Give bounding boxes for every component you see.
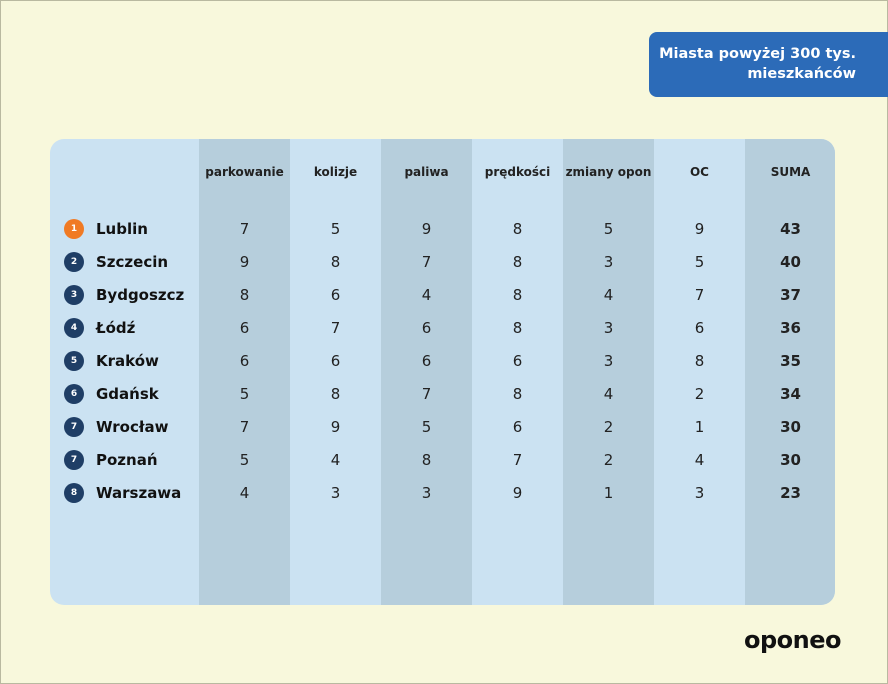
- score-cell: 6: [330, 352, 341, 370]
- score-cell: 8: [239, 286, 250, 304]
- rank-badge: 6: [64, 384, 84, 404]
- table-row: [50, 279, 835, 312]
- score-cell: 9: [421, 220, 432, 238]
- score-cell: 6: [512, 352, 523, 370]
- city-name: Lublin: [96, 220, 148, 238]
- score-cell: 2: [694, 385, 705, 403]
- rank-badge: 3: [64, 285, 84, 305]
- score-cell: 3: [603, 319, 614, 337]
- table-row: [50, 246, 835, 279]
- score-cell: 8: [512, 253, 523, 271]
- score-cell: 8: [512, 220, 523, 238]
- city-name: Gdańsk: [96, 385, 159, 403]
- city-name: Bydgoszcz: [96, 286, 185, 304]
- sum-cell: 37: [780, 286, 801, 304]
- score-cell: 8: [330, 385, 341, 403]
- chart-title: Miasta powyżej 300 tys. mieszkańców: [649, 32, 888, 97]
- score-cell: 3: [694, 484, 705, 502]
- score-cell: 5: [239, 385, 250, 403]
- column-header: paliwa: [404, 165, 449, 179]
- score-cell: 9: [512, 484, 523, 502]
- city-name: Szczecin: [96, 253, 169, 271]
- column-header: prędkości: [484, 165, 551, 179]
- table-row: [50, 378, 835, 411]
- score-cell: 8: [512, 385, 523, 403]
- score-cell: 4: [421, 286, 432, 304]
- city-name: Kraków: [96, 352, 159, 370]
- score-cell: 8: [512, 319, 523, 337]
- score-cell: 9: [694, 220, 705, 238]
- column-header: kolizje: [313, 165, 358, 179]
- score-cell: 5: [603, 220, 614, 238]
- score-cell: 7: [694, 286, 705, 304]
- city-name: Łódź: [96, 319, 136, 337]
- score-cell: 1: [694, 418, 705, 436]
- table-row: [50, 213, 835, 246]
- score-cell: 6: [239, 352, 250, 370]
- score-cell: 9: [330, 418, 341, 436]
- score-cell: 4: [694, 451, 705, 469]
- rank-badge: 1: [64, 219, 84, 239]
- score-cell: 3: [603, 253, 614, 271]
- city-name: Wrocław: [96, 418, 169, 436]
- rank-badge: 4: [64, 318, 84, 338]
- score-cell: 4: [603, 385, 614, 403]
- score-cell: 1: [603, 484, 614, 502]
- brand-logo: oponeo: [744, 626, 842, 654]
- rank-badge: 8: [64, 483, 84, 503]
- sum-cell: 34: [780, 385, 801, 403]
- table-row: [50, 477, 835, 510]
- table-row: [50, 444, 835, 477]
- rank-badge: 5: [64, 351, 84, 371]
- score-cell: 8: [421, 451, 432, 469]
- score-cell: 5: [330, 220, 341, 238]
- table-row: [50, 345, 835, 378]
- sum-cell: 40: [780, 253, 801, 271]
- score-cell: 6: [512, 418, 523, 436]
- rank-badge: 7: [64, 417, 84, 437]
- sum-cell: 30: [780, 451, 801, 469]
- rank-badge: 2: [64, 252, 84, 272]
- score-cell: 6: [239, 319, 250, 337]
- sum-cell: 36: [780, 319, 801, 337]
- score-cell: 5: [239, 451, 250, 469]
- column-header: OC: [689, 165, 709, 179]
- city-name: Poznań: [96, 451, 158, 469]
- score-cell: 3: [603, 352, 614, 370]
- table-row: [50, 312, 835, 345]
- sum-cell: 35: [780, 352, 801, 370]
- score-cell: 7: [512, 451, 523, 469]
- score-cell: 7: [330, 319, 341, 337]
- score-cell: 4: [603, 286, 614, 304]
- score-cell: 8: [330, 253, 341, 271]
- score-cell: 7: [421, 253, 432, 271]
- score-cell: 5: [421, 418, 432, 436]
- sum-cell: 23: [780, 484, 801, 502]
- score-cell: 4: [330, 451, 341, 469]
- rank-badge: 7: [64, 450, 84, 470]
- score-cell: 5: [694, 253, 705, 271]
- table-row: [50, 411, 835, 444]
- score-cell: 6: [421, 352, 432, 370]
- score-cell: 9: [239, 253, 250, 271]
- score-cell: 3: [330, 484, 341, 502]
- score-cell: 8: [512, 286, 523, 304]
- score-cell: 4: [239, 484, 250, 502]
- score-cell: 2: [603, 418, 614, 436]
- score-cell: 6: [330, 286, 341, 304]
- score-cell: 7: [421, 385, 432, 403]
- sum-cell: 43: [780, 220, 801, 238]
- ranking-table: [50, 139, 835, 605]
- score-cell: 6: [421, 319, 432, 337]
- column-header: SUMA: [770, 165, 811, 179]
- column-header: parkowanie: [205, 165, 284, 179]
- score-cell: 3: [421, 484, 432, 502]
- score-cell: 8: [694, 352, 705, 370]
- score-cell: 2: [603, 451, 614, 469]
- city-name: Warszawa: [96, 484, 182, 502]
- score-cell: 7: [239, 220, 250, 238]
- score-cell: 7: [239, 418, 250, 436]
- column-header: zmiany opon: [565, 165, 652, 179]
- sum-cell: 30: [780, 418, 801, 436]
- score-cell: 6: [694, 319, 705, 337]
